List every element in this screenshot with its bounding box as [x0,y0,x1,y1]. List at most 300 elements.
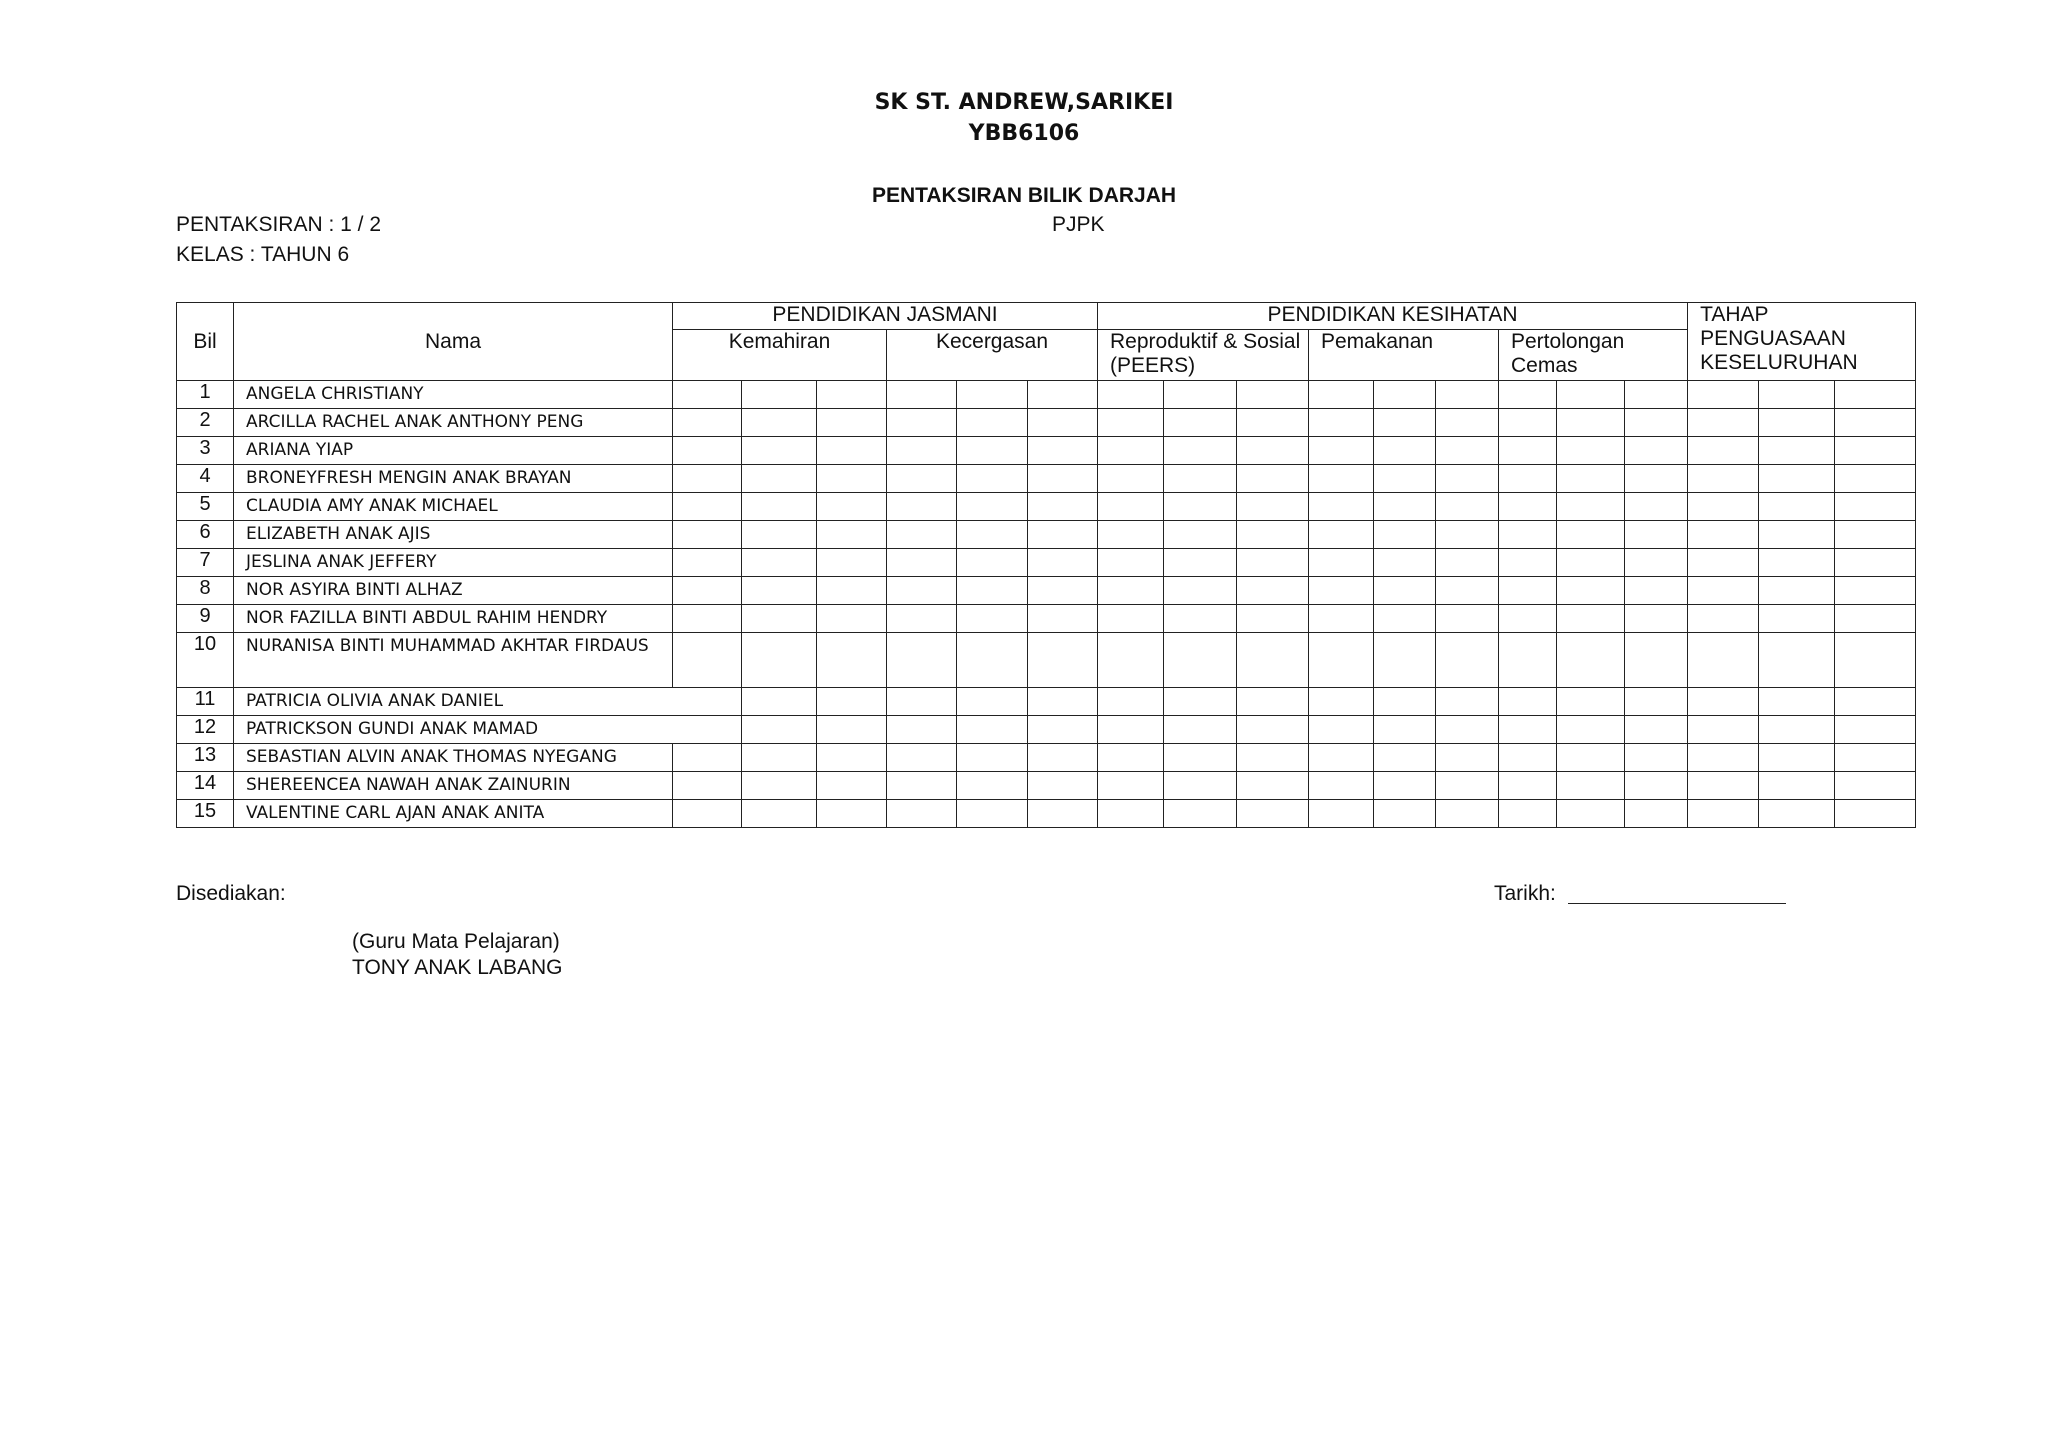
score-cell[interactable] [1028,437,1098,465]
score-cell[interactable] [1164,633,1237,688]
score-cell[interactable] [957,800,1028,828]
score-cell[interactable] [887,744,957,772]
score-cell[interactable] [1759,633,1835,688]
score-cell[interactable] [1164,688,1237,716]
score-cell[interactable] [1028,381,1098,409]
score-cell[interactable] [887,605,957,633]
score-cell[interactable] [1759,409,1835,437]
score-cell[interactable] [1164,521,1237,549]
score-cell[interactable] [887,577,957,605]
score-cell[interactable] [1557,688,1625,716]
score-cell[interactable] [1499,549,1557,577]
score-cell[interactable] [1625,772,1688,800]
score-cell[interactable] [1499,605,1557,633]
score-cell[interactable] [742,549,817,577]
score-cell[interactable] [1374,744,1436,772]
score-cell[interactable] [1028,577,1098,605]
score-cell[interactable] [1835,605,1916,633]
score-cell[interactable] [1557,549,1625,577]
date-signature-line [1568,903,1786,904]
table-row [177,549,1916,577]
score-cell[interactable] [1237,577,1309,605]
score-cell[interactable] [1237,772,1309,800]
score-cell[interactable] [1309,716,1374,744]
score-cell[interactable] [1237,605,1309,633]
score-cell[interactable] [1436,549,1499,577]
score-cell[interactable] [673,577,742,605]
score-cell[interactable] [1557,437,1625,465]
score-cell[interactable] [957,381,1028,409]
score-cell[interactable] [742,493,817,521]
score-cell[interactable] [957,521,1028,549]
score-cell[interactable] [1759,688,1835,716]
score-cell[interactable] [1098,493,1164,521]
score-cell[interactable] [1098,577,1164,605]
score-cell[interactable] [1625,633,1688,688]
score-cell[interactable] [1164,716,1237,744]
table-row [177,493,1916,521]
score-cell[interactable] [1688,437,1759,465]
score-cell[interactable] [1625,381,1688,409]
score-cell[interactable] [1164,409,1237,437]
score-cell[interactable] [1098,716,1164,744]
table-row [177,772,1916,800]
score-cell[interactable] [1625,744,1688,772]
score-cell[interactable] [1098,800,1164,828]
score-cell[interactable] [1499,800,1557,828]
table-row [177,800,1916,828]
score-cell[interactable] [1309,744,1374,772]
score-cell[interactable] [1164,800,1237,828]
student-name: NURANISA BINTI MUHAMMAD AKHTAR FIRDAUS [234,633,673,688]
row-number: 11 [177,688,234,716]
score-cell[interactable] [1374,409,1436,437]
subject-label: PJPK [1052,213,1105,236]
score-cell[interactable] [1759,521,1835,549]
score-cell[interactable] [1557,465,1625,493]
score-cell[interactable] [742,800,817,828]
score-cell[interactable] [887,800,957,828]
score-cell[interactable] [1688,577,1759,605]
score-cell[interactable] [673,381,742,409]
score-cell[interactable] [1028,800,1098,828]
row-number: 2 [177,409,234,437]
score-cell[interactable] [1688,465,1759,493]
score-cell[interactable] [1309,437,1374,465]
score-cell[interactable] [1309,493,1374,521]
score-cell[interactable] [1557,716,1625,744]
score-cell[interactable] [1557,521,1625,549]
score-cell[interactable] [1499,772,1557,800]
score-cell[interactable] [1625,437,1688,465]
score-cell[interactable] [1164,465,1237,493]
score-cell[interactable] [1436,744,1499,772]
score-cell[interactable] [957,744,1028,772]
score-cell[interactable] [1499,744,1557,772]
score-cell[interactable] [1759,493,1835,521]
score-cell[interactable] [1557,633,1625,688]
header-nama: Nama [234,303,673,381]
score-cell[interactable] [1164,437,1237,465]
score-cell[interactable] [1835,633,1916,688]
score-cell[interactable] [1759,549,1835,577]
score-cell[interactable] [887,493,957,521]
score-cell[interactable] [957,409,1028,437]
table-row [177,577,1916,605]
row-number: 7 [177,549,234,577]
score-cell[interactable] [1237,465,1309,493]
score-cell[interactable] [1309,521,1374,549]
score-cell[interactable] [1625,521,1688,549]
score-cell[interactable] [1835,772,1916,800]
score-cell[interactable] [1164,381,1237,409]
score-cell[interactable] [817,409,887,437]
score-cell[interactable] [1499,688,1557,716]
score-cell[interactable] [1237,744,1309,772]
score-cell[interactable] [1098,549,1164,577]
score-cell[interactable] [1499,577,1557,605]
score-cell[interactable] [1098,465,1164,493]
score-cell[interactable] [1499,521,1557,549]
score-cell[interactable] [1759,605,1835,633]
header-bil: Bil [177,303,234,381]
score-cell[interactable] [887,633,957,688]
score-cell[interactable] [742,521,817,549]
score-cell[interactable] [1688,716,1759,744]
score-cell[interactable] [887,437,957,465]
score-cell[interactable] [1436,716,1499,744]
score-cell[interactable] [1098,381,1164,409]
score-cell[interactable] [1309,465,1374,493]
score-cell[interactable] [1309,772,1374,800]
score-cell[interactable] [1499,409,1557,437]
score-cell[interactable] [1028,688,1098,716]
score-cell[interactable] [1237,633,1309,688]
score-cell[interactable] [1625,549,1688,577]
score-cell[interactable] [742,577,817,605]
score-cell[interactable] [1436,521,1499,549]
score-cell[interactable] [1309,800,1374,828]
score-cell[interactable] [1374,716,1436,744]
score-cell[interactable] [1759,716,1835,744]
score-cell[interactable] [1557,409,1625,437]
score-cell[interactable] [817,577,887,605]
score-cell[interactable] [1436,465,1499,493]
score-cell[interactable] [1835,437,1916,465]
score-cell[interactable] [1835,549,1916,577]
score-cell[interactable] [1098,772,1164,800]
score-cell[interactable] [1237,549,1309,577]
score-cell[interactable] [817,744,887,772]
score-cell[interactable] [1098,409,1164,437]
score-cell[interactable] [1309,409,1374,437]
score-cell[interactable] [1237,493,1309,521]
score-cell[interactable] [1374,381,1436,409]
score-cell[interactable] [1309,688,1374,716]
table-row [177,437,1916,465]
score-cell[interactable] [1835,381,1916,409]
score-cell[interactable] [817,688,887,716]
score-cell[interactable] [1237,521,1309,549]
score-cell[interactable] [1625,605,1688,633]
score-cell[interactable] [673,772,742,800]
score-cell[interactable] [1557,605,1625,633]
score-cell[interactable] [1028,549,1098,577]
score-cell[interactable] [957,493,1028,521]
score-cell[interactable] [887,521,957,549]
score-cell[interactable] [1436,577,1499,605]
score-cell[interactable] [673,744,742,772]
score-cell[interactable] [673,800,742,828]
score-cell[interactable] [817,605,887,633]
score-cell[interactable] [817,800,887,828]
score-cell[interactable] [957,577,1028,605]
score-cell[interactable] [1436,688,1499,716]
score-cell[interactable] [1309,549,1374,577]
score-cell[interactable] [1557,577,1625,605]
score-cell[interactable] [1759,465,1835,493]
score-cell[interactable] [1028,409,1098,437]
score-cell[interactable] [1625,465,1688,493]
score-cell[interactable] [742,716,817,744]
table-row [177,521,1916,549]
score-cell[interactable] [1374,605,1436,633]
score-cell[interactable] [1688,381,1759,409]
student-name: ARCILLA RACHEL ANAK ANTHONY PENG [234,409,673,437]
score-cell[interactable] [1835,521,1916,549]
score-cell[interactable] [673,409,742,437]
score-cell[interactable] [1164,744,1237,772]
score-cell[interactable] [1499,381,1557,409]
document-title: PENTAKSIRAN BILIK DARJAH [871,184,1177,207]
score-cell[interactable] [1436,437,1499,465]
score-cell[interactable] [1237,800,1309,828]
score-cell[interactable] [1835,800,1916,828]
score-cell[interactable] [817,521,887,549]
score-cell[interactable] [1835,465,1916,493]
score-cell[interactable] [1028,716,1098,744]
student-name: SEBASTIAN ALVIN ANAK THOMAS NYEGANG [234,744,673,772]
score-cell[interactable] [957,437,1028,465]
score-cell[interactable] [1499,493,1557,521]
score-cell[interactable] [957,716,1028,744]
score-cell[interactable] [1374,800,1436,828]
score-cell[interactable] [1499,633,1557,688]
score-cell[interactable] [1557,744,1625,772]
score-cell[interactable] [673,605,742,633]
score-cell[interactable] [1374,577,1436,605]
row-number: 13 [177,744,234,772]
score-cell[interactable] [1164,549,1237,577]
score-cell[interactable] [1499,437,1557,465]
score-cell[interactable] [1688,521,1759,549]
score-cell[interactable] [817,716,887,744]
score-cell[interactable] [1688,633,1759,688]
score-cell[interactable] [673,633,742,688]
score-cell[interactable] [887,772,957,800]
score-cell[interactable] [1237,688,1309,716]
student-name: ARIANA YIAP [234,437,673,465]
score-cell[interactable] [1028,493,1098,521]
score-cell[interactable] [1374,633,1436,688]
score-cell[interactable] [817,549,887,577]
score-cell[interactable] [1688,800,1759,828]
score-cell[interactable] [742,381,817,409]
score-cell[interactable] [673,465,742,493]
score-cell[interactable] [887,381,957,409]
score-cell[interactable] [1499,465,1557,493]
score-cell[interactable] [1237,381,1309,409]
score-cell[interactable] [1164,772,1237,800]
score-cell[interactable] [957,772,1028,800]
score-cell[interactable] [887,465,957,493]
score-cell[interactable] [1759,577,1835,605]
score-cell[interactable] [1625,716,1688,744]
header-pemakanan: Pemakanan [1309,330,1499,381]
score-cell[interactable] [1098,633,1164,688]
score-cell[interactable] [742,633,817,688]
score-cell[interactable] [1028,605,1098,633]
score-cell[interactable] [1436,633,1499,688]
score-cell[interactable] [1557,381,1625,409]
score-cell[interactable] [1835,716,1916,744]
assessment-table [176,302,1916,828]
score-cell[interactable] [1237,409,1309,437]
score-cell[interactable] [1098,744,1164,772]
score-cell[interactable] [887,716,957,744]
score-cell[interactable] [1374,465,1436,493]
score-cell[interactable] [957,688,1028,716]
score-cell[interactable] [887,409,957,437]
score-cell[interactable] [1098,688,1164,716]
score-cell[interactable] [817,437,887,465]
score-cell[interactable] [1688,409,1759,437]
table-row [177,381,1916,409]
student-name: ANGELA CHRISTIANY [234,381,673,409]
score-cell[interactable] [1688,549,1759,577]
score-cell[interactable] [742,409,817,437]
score-cell[interactable] [1028,744,1098,772]
score-cell[interactable] [1835,409,1916,437]
score-cell[interactable] [742,772,817,800]
score-cell[interactable] [817,493,887,521]
score-cell[interactable] [957,549,1028,577]
row-number: 8 [177,577,234,605]
school-code: YBB6106 [968,121,1080,146]
score-cell[interactable] [1759,381,1835,409]
score-cell[interactable] [1436,493,1499,521]
score-cell[interactable] [957,605,1028,633]
score-cell[interactable] [673,521,742,549]
score-cell[interactable] [1374,688,1436,716]
score-cell[interactable] [742,688,817,716]
score-cell[interactable] [673,549,742,577]
score-cell[interactable] [1625,577,1688,605]
score-cell[interactable] [1098,605,1164,633]
score-cell[interactable] [1557,493,1625,521]
score-cell[interactable] [1688,493,1759,521]
score-cell[interactable] [1436,772,1499,800]
score-cell[interactable] [1835,688,1916,716]
score-cell[interactable] [817,465,887,493]
score-cell[interactable] [1237,716,1309,744]
score-cell[interactable] [1625,800,1688,828]
score-cell[interactable] [1499,716,1557,744]
score-cell[interactable] [1759,800,1835,828]
score-cell[interactable] [1688,688,1759,716]
score-cell[interactable] [1374,493,1436,521]
score-cell[interactable] [673,493,742,521]
score-cell[interactable] [1028,465,1098,493]
student-name: NOR ASYIRA BINTI ALHAZ [234,577,673,605]
score-cell[interactable] [887,549,957,577]
score-cell[interactable] [673,437,742,465]
score-cell[interactable] [1759,744,1835,772]
score-cell[interactable] [1309,577,1374,605]
score-cell[interactable] [1688,605,1759,633]
score-cell[interactable] [1309,633,1374,688]
score-cell[interactable] [742,465,817,493]
score-cell[interactable] [1098,521,1164,549]
score-cell[interactable] [957,633,1028,688]
score-cell[interactable] [1164,577,1237,605]
score-cell[interactable] [1098,437,1164,465]
score-cell[interactable] [1835,744,1916,772]
score-cell[interactable] [1237,437,1309,465]
score-cell[interactable] [817,772,887,800]
score-cell[interactable] [1436,605,1499,633]
score-cell[interactable] [817,381,887,409]
score-cell[interactable] [1688,772,1759,800]
score-cell[interactable] [1374,521,1436,549]
score-cell[interactable] [1625,493,1688,521]
row-number: 6 [177,521,234,549]
score-cell[interactable] [1759,772,1835,800]
score-cell[interactable] [1835,577,1916,605]
score-cell[interactable] [1625,409,1688,437]
student-name: SHEREENCEA NAWAH ANAK ZAINURIN [234,772,673,800]
score-cell[interactable] [1028,772,1098,800]
score-cell[interactable] [957,465,1028,493]
score-cell[interactable] [1436,381,1499,409]
score-cell[interactable] [817,633,887,688]
score-cell[interactable] [742,437,817,465]
score-cell[interactable] [1557,772,1625,800]
score-cell[interactable] [1835,493,1916,521]
score-cell[interactable] [742,744,817,772]
score-cell[interactable] [1625,688,1688,716]
score-cell[interactable] [1028,521,1098,549]
score-cell[interactable] [1374,437,1436,465]
score-cell[interactable] [1028,633,1098,688]
score-cell[interactable] [1309,381,1374,409]
score-cell[interactable] [1309,605,1374,633]
score-cell[interactable] [1436,409,1499,437]
score-cell[interactable] [1164,493,1237,521]
score-cell[interactable] [1436,800,1499,828]
student-name: ELIZABETH ANAK AJIS [234,521,673,549]
score-cell[interactable] [742,605,817,633]
table-row [177,409,1916,437]
score-cell[interactable] [1374,772,1436,800]
score-cell[interactable] [1374,549,1436,577]
row-number: 1 [177,381,234,409]
score-cell[interactable] [887,688,957,716]
score-cell[interactable] [1164,605,1237,633]
score-cell[interactable] [1557,800,1625,828]
score-cell[interactable] [1759,437,1835,465]
score-cell[interactable] [1688,744,1759,772]
